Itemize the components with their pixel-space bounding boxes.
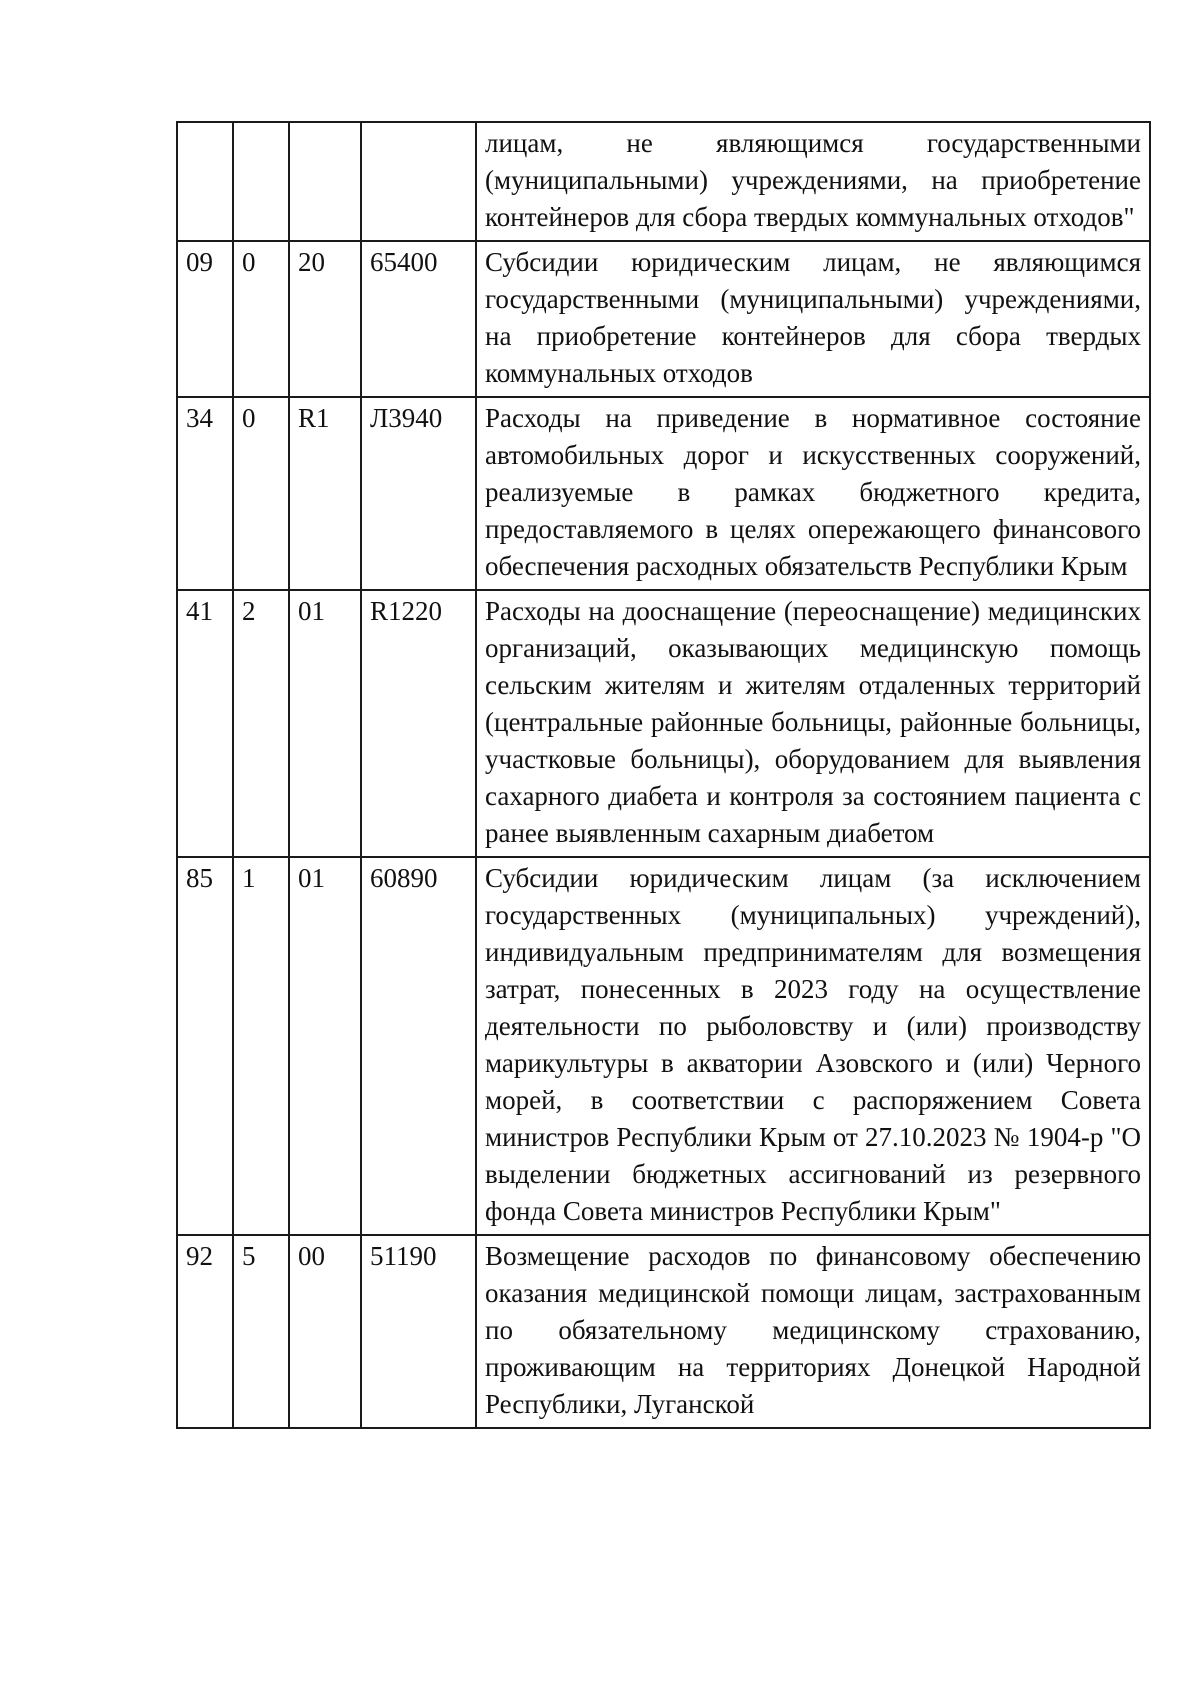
- description-cell: лицам, не являющимся государственными (муниципальными) учреждениями, на приобретение контейнеров для сбора твердых коммунальных отходов": [476, 122, 1150, 241]
- code-cell: [361, 122, 476, 241]
- code-cell: 60890: [361, 857, 476, 1235]
- description-cell: Возмещение расходов по финансовому обеспечению оказания медицинской помощи лицам, застрахованным по обязательному медицинскому страхованию, проживающим на территориях Донецкой Народной Республики, Луганской: [476, 1235, 1150, 1428]
- budget-classification-table: [176, 121, 1151, 1429]
- description-cell: Расходы на дооснащение (переоснащение) медицинских организаций, оказывающих медицинскую помощь сельским жителям и жителям отдаленных территорий (центральные районные больницы, районные больницы, участковые больницы), оборудованием для выявления сахарного диабета и контроля за состоянием пациента с ранее выявленным сахарным диабетом: [476, 590, 1150, 857]
- code-cell: 34: [177, 397, 233, 590]
- code-cell: 01: [289, 590, 361, 857]
- description-cell: Субсидии юридическим лицам (за исключением государственных (муниципальных) учреждений), индивидуальным предпринимателям для возмещения затрат, понесенных в 2023 году на осуществление деятельности по рыболовству и (или) производству марикультуры в акватории Азовского и (или) Черного морей, в соответствии с распоряжением Совета министров Республики Крым от 27.10.2023 № 1904-р "О выделении бюджетных ассигнований из резервного фонда Совета министров Республики Крым": [476, 857, 1150, 1235]
- table-row: [177, 122, 1150, 241]
- table-row: [177, 397, 1150, 590]
- code-cell: R1220: [361, 590, 476, 857]
- code-cell: 2: [233, 590, 289, 857]
- code-cell: 5: [233, 1235, 289, 1428]
- description-cell: Расходы на приведение в нормативное состояние автомобильных дорог и искусственных сооружений, реализуемые в рамках бюджетного кредита, предоставляемого в целях опережающего финансового обеспечения расходных обязательств Республики Крым: [476, 397, 1150, 590]
- code-cell: 1: [233, 857, 289, 1235]
- table-row: [177, 1235, 1150, 1428]
- table-row: [177, 590, 1150, 857]
- code-cell: 01: [289, 857, 361, 1235]
- code-cell: R1: [289, 397, 361, 590]
- code-cell: 09: [177, 241, 233, 397]
- code-cell: 51190: [361, 1235, 476, 1428]
- code-cell: 85: [177, 857, 233, 1235]
- document-page: [176, 121, 1151, 1429]
- code-cell: 41: [177, 590, 233, 857]
- table-row: [177, 857, 1150, 1235]
- code-cell: 65400: [361, 241, 476, 397]
- code-cell: 0: [233, 241, 289, 397]
- code-cell: 92: [177, 1235, 233, 1428]
- code-cell: [177, 122, 233, 241]
- code-cell: 20: [289, 241, 361, 397]
- code-cell: [233, 122, 289, 241]
- code-cell: [289, 122, 361, 241]
- table-row: [177, 241, 1150, 397]
- description-cell: Субсидии юридическим лицам, не являющимся государственными (муниципальными) учреждениями, на приобретение контейнеров для сбора твердых коммунальных отходов: [476, 241, 1150, 397]
- code-cell: 00: [289, 1235, 361, 1428]
- code-cell: Л3940: [361, 397, 476, 590]
- code-cell: 0: [233, 397, 289, 590]
